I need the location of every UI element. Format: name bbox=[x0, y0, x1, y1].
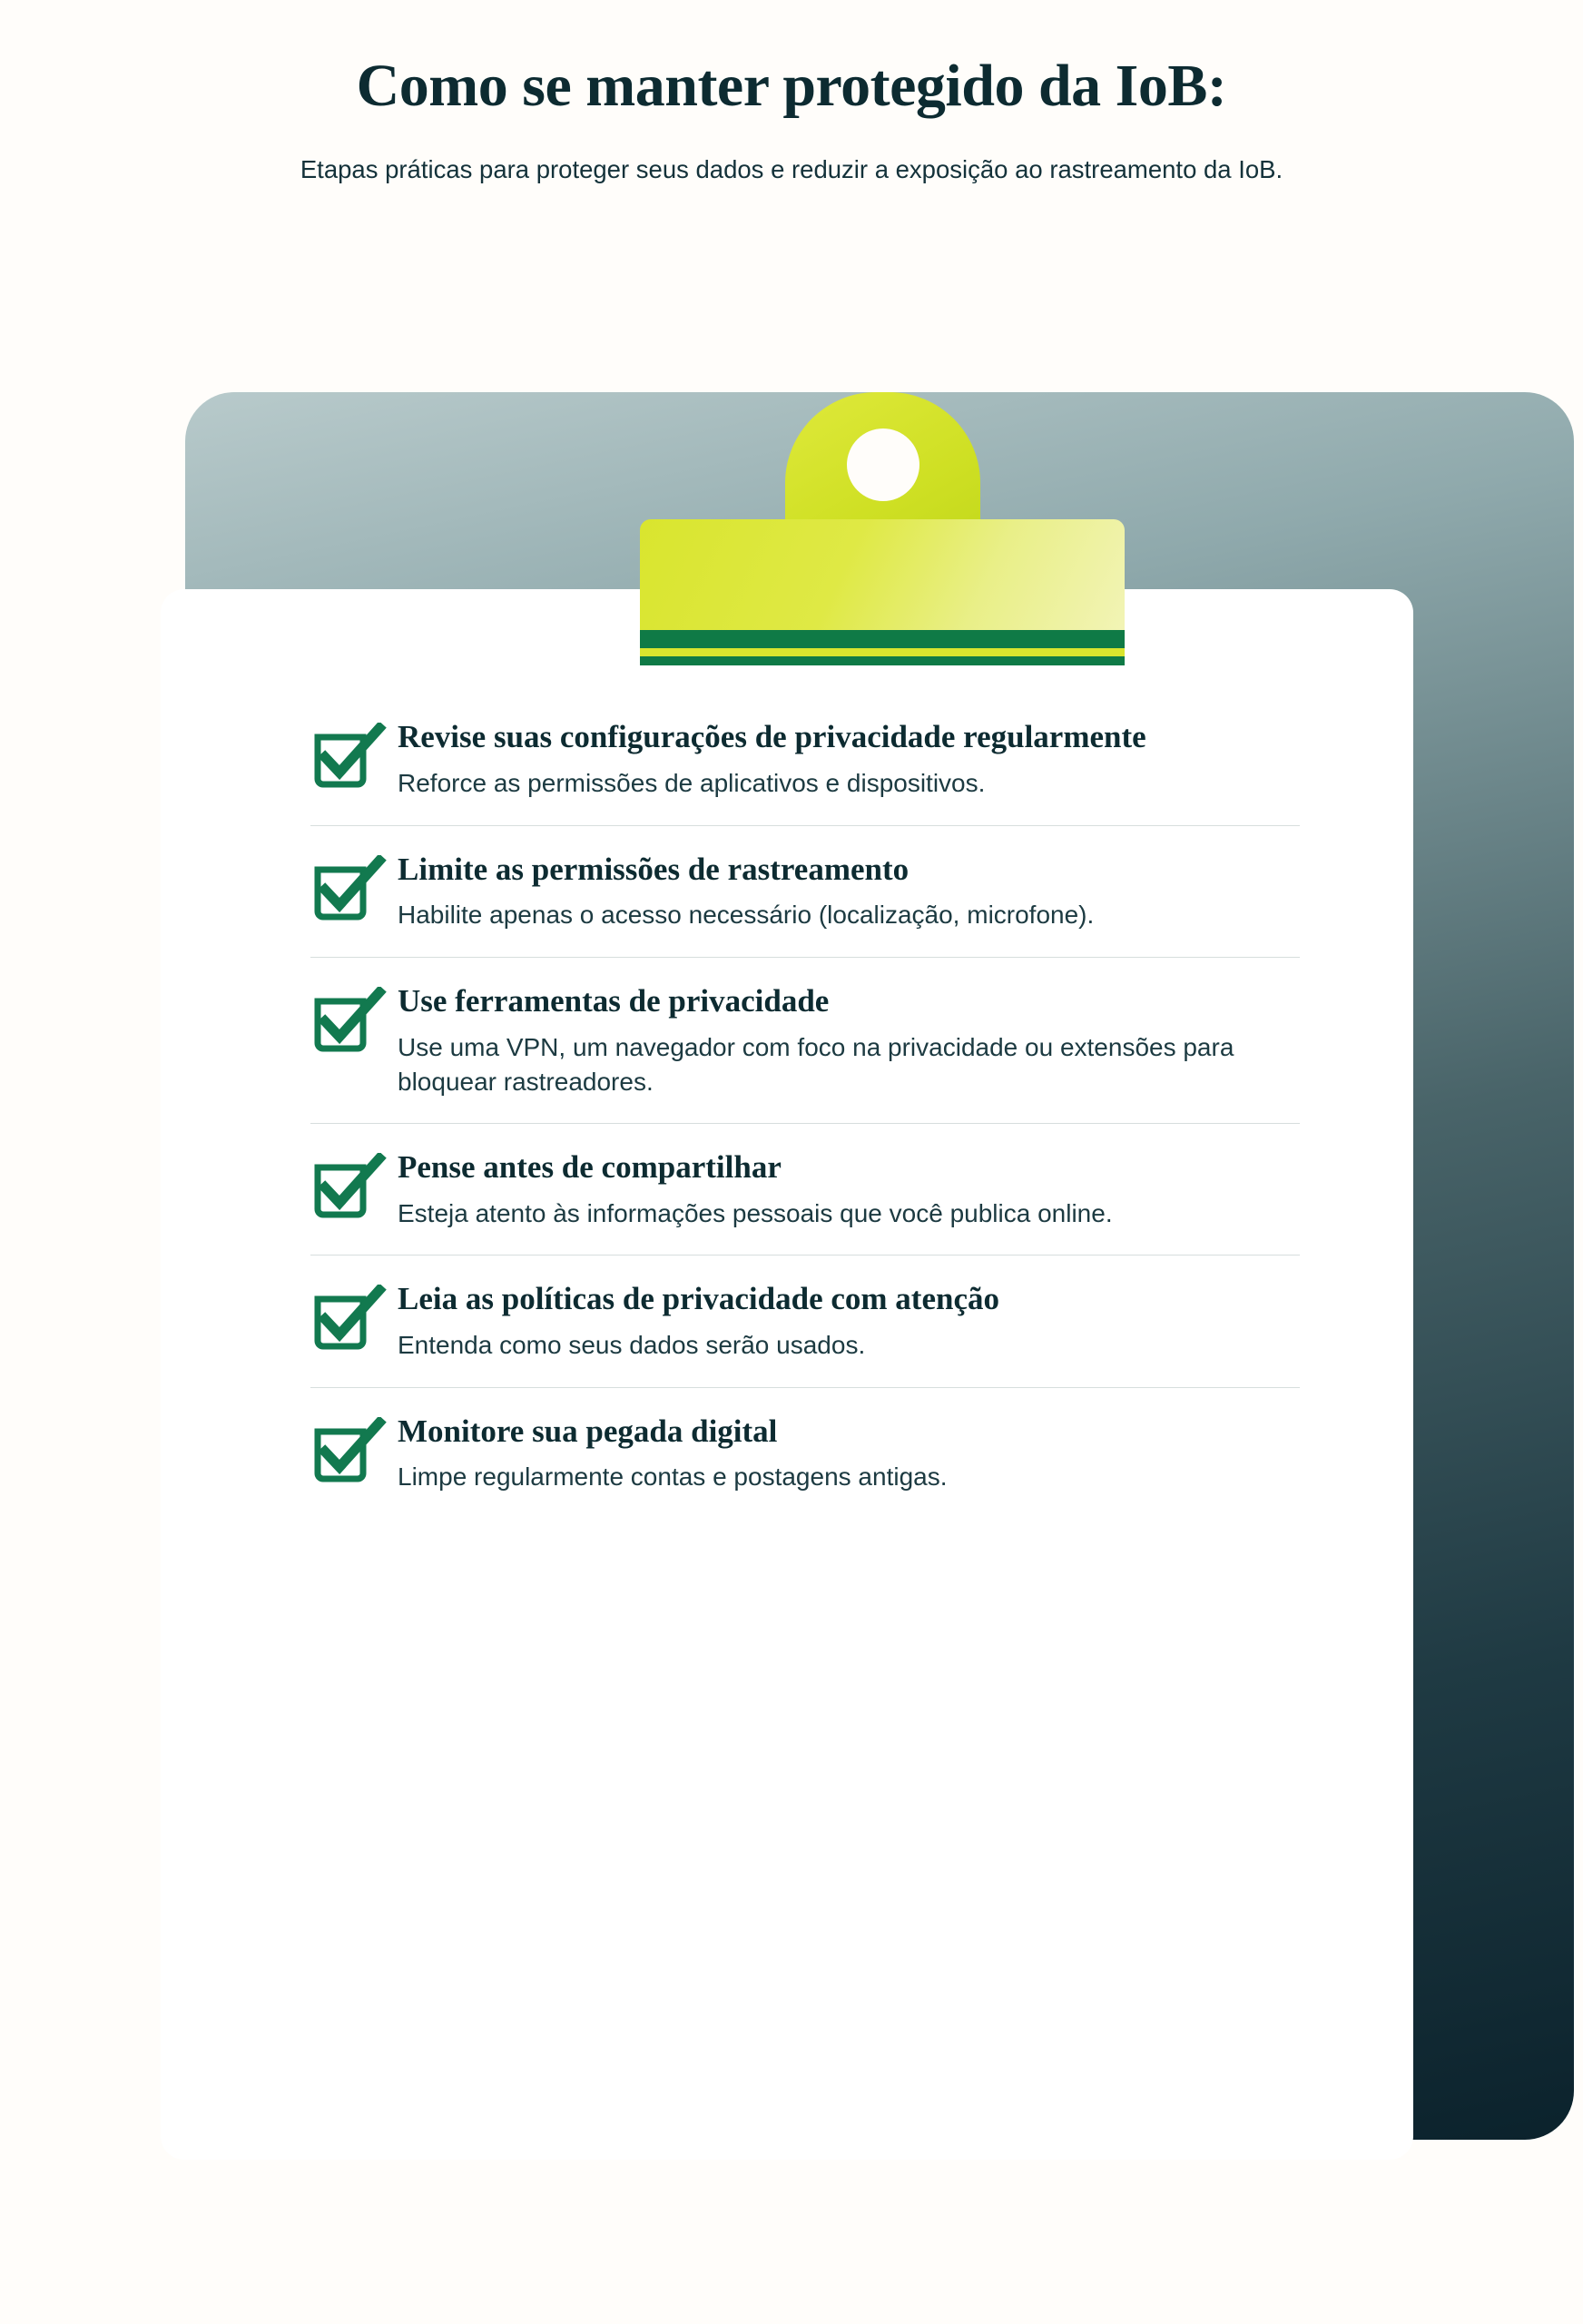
list-item-title: Monitore sua pegada digital bbox=[398, 1413, 778, 1449]
checkbox-checked-icon[interactable] bbox=[310, 1412, 398, 1488]
checkbox-checked-icon[interactable] bbox=[310, 1279, 398, 1355]
list-item-desc: Use uma VPN, um navegador com foco na privacidade ou extensões para bloquear rastreadores. bbox=[398, 1032, 1234, 1096]
list-item[interactable] bbox=[310, 957, 1300, 1124]
clip-body bbox=[640, 519, 1125, 635]
clip-stripe-yellow bbox=[640, 648, 1125, 656]
page-title: Como se manter protegido da IoB: bbox=[356, 53, 1227, 119]
list-item-texts bbox=[398, 1412, 1300, 1495]
checkbox-checked-icon[interactable] bbox=[310, 1147, 398, 1224]
checkbox-checked-icon[interactable] bbox=[310, 981, 398, 1058]
list-item-title: Use ferramentas de privacidade bbox=[398, 982, 830, 1019]
list-item[interactable] bbox=[310, 694, 1300, 824]
list-item[interactable] bbox=[310, 1255, 1300, 1386]
list-item-desc: Esteja atento às informações pessoais que você publica online. bbox=[398, 1199, 1113, 1228]
list-item-texts bbox=[398, 1147, 1300, 1231]
clip-hole bbox=[847, 428, 919, 501]
list-item[interactable] bbox=[310, 1387, 1300, 1519]
list-item-desc: Habilite apenas o acesso necessário (localização, microfone). bbox=[398, 901, 1095, 930]
checklist bbox=[310, 694, 1300, 1518]
clip-stripe-green-top bbox=[640, 630, 1125, 648]
clipboard-paper bbox=[161, 589, 1413, 2160]
checkbox-checked-icon[interactable] bbox=[310, 717, 398, 793]
list-item[interactable] bbox=[310, 825, 1300, 957]
page-subtitle: Etapas práticas para proteger seus dados e reduzir a exposição ao rastreamento da IoB. bbox=[300, 154, 1283, 183]
list-item-texts bbox=[398, 1279, 1300, 1363]
checkbox-checked-icon[interactable] bbox=[310, 850, 398, 926]
list-item-texts bbox=[398, 850, 1300, 933]
list-item-desc: Reforce as permissões de aplicativos e dispositivos. bbox=[398, 769, 986, 798]
list-item-title: Limite as permissões de rastreamento bbox=[398, 851, 909, 887]
list-item-texts bbox=[398, 981, 1300, 1100]
clip-stripe-green-bottom bbox=[640, 656, 1125, 665]
list-item-title: Revise suas configurações de privacidade regularmente bbox=[398, 719, 1146, 755]
list-item-desc: Entenda como seus dados serão usados. bbox=[398, 1331, 866, 1360]
list-item-title: Leia as políticas de privacidade com atenção bbox=[398, 1281, 1000, 1317]
list-item-title: Pense antes de compartilhar bbox=[398, 1149, 782, 1186]
clipboard-illustration bbox=[97, 231, 1486, 2146]
header bbox=[0, 0, 1583, 187]
list-item-texts bbox=[398, 717, 1300, 801]
list-item[interactable] bbox=[310, 1123, 1300, 1255]
list-item-desc: Limpe regularmente contas e postagens antigas. bbox=[398, 1462, 948, 1492]
clipboard-clip-icon bbox=[640, 519, 1125, 660]
